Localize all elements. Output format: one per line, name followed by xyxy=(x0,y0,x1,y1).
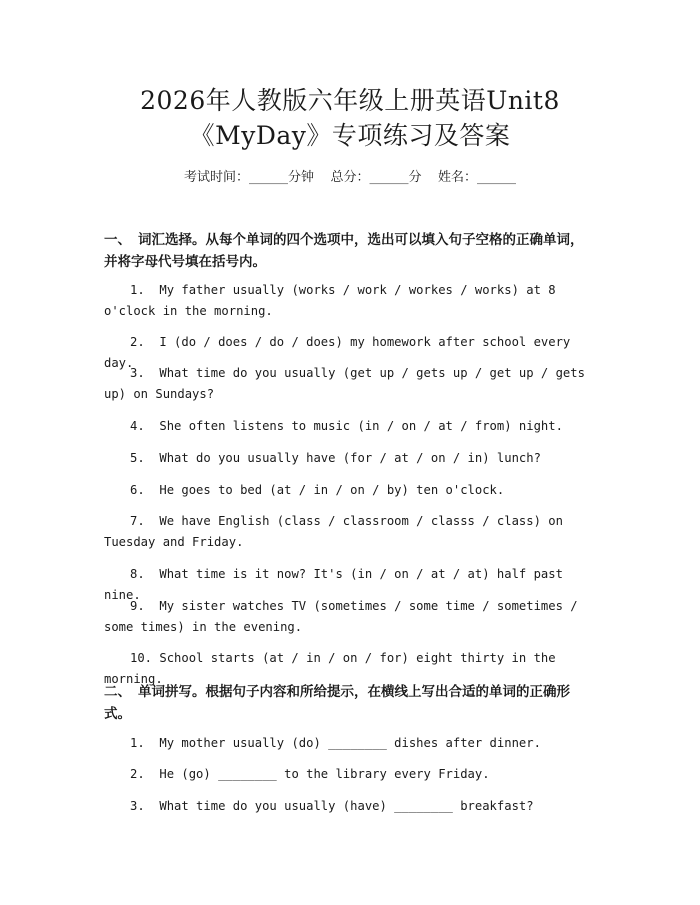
question-number: 10. xyxy=(130,651,153,665)
section-number: 二、 xyxy=(104,684,131,700)
section-heading-vocabulary xyxy=(104,229,594,273)
question-number: 2. xyxy=(130,767,145,781)
section-number: 一、 xyxy=(104,232,131,248)
question-text: My sister watches TV (sometimes / some time / sometimes / some times) in the evening. xyxy=(104,599,578,634)
question-text: What do you usually have (for / at / on / in) lunch? xyxy=(159,451,541,465)
question-number: 1. xyxy=(130,283,145,297)
question-text: My father usually (works / work / workes / works) at 8 o'clock in the morning. xyxy=(104,283,556,318)
question-item xyxy=(104,480,598,501)
question-item xyxy=(104,733,598,754)
question-text: He goes to bed (at / in / on / by) ten o'clock. xyxy=(159,483,505,497)
question-item xyxy=(104,796,598,817)
question-text: What time do you usually (get up / gets up / get up / gets up) on Sundays? xyxy=(104,366,585,401)
exam-info: 考试时间：______分钟 总分：______分 姓名：______ xyxy=(183,170,517,185)
question-item xyxy=(104,280,598,322)
question-text: My mother usually (do) ________ dishes after dinner. xyxy=(159,736,541,750)
question-item xyxy=(104,596,598,638)
question-item xyxy=(104,416,598,437)
section-heading-text: 单词拼写。根据句子内容和所给提示，在横线上写出合适的单词的正确形式。 xyxy=(104,684,570,722)
document-title-line1: 2026年人教版六年级上册英语Unit8 xyxy=(140,86,560,115)
question-text: What time do you usually (have) ________ breakfast? xyxy=(159,799,534,813)
question-number: 3. xyxy=(130,366,145,380)
question-item xyxy=(104,764,598,785)
question-text: We have English (class / classroom / classs / class) on Tuesday and Friday. xyxy=(104,514,563,549)
question-number: 6. xyxy=(130,483,145,497)
question-text: I (do / does / do / does) my homework after school every day. xyxy=(104,335,571,370)
question-text: He (go) ________ to the library every Friday. xyxy=(159,767,490,781)
document-title-line2: 《MyDay》专项练习及答案 xyxy=(189,121,511,150)
question-text: School starts (at / in / on / for) eight thirty in the morning. xyxy=(104,651,556,686)
question-item xyxy=(104,448,598,469)
question-number: 7. xyxy=(130,514,145,528)
question-number: 5. xyxy=(130,451,145,465)
question-item xyxy=(104,511,598,553)
section-heading-spelling xyxy=(104,681,594,725)
section-heading-text: 词汇选择。从每个单词的四个选项中，选出可以填入句子空格的正确单词，并将字母代号填在括号内。 xyxy=(104,232,584,270)
question-number: 1. xyxy=(130,736,145,750)
question-text: What time is it now? It's (in / on / at / at) half past nine. xyxy=(104,567,563,602)
question-number: 9. xyxy=(130,599,145,613)
question-number: 4. xyxy=(130,419,145,433)
question-number: 8. xyxy=(130,567,145,581)
question-number: 2. xyxy=(130,335,145,349)
question-item xyxy=(104,363,598,405)
question-number: 3. xyxy=(130,799,145,813)
question-text: She often listens to music (in / on / at / from) night. xyxy=(159,419,563,433)
